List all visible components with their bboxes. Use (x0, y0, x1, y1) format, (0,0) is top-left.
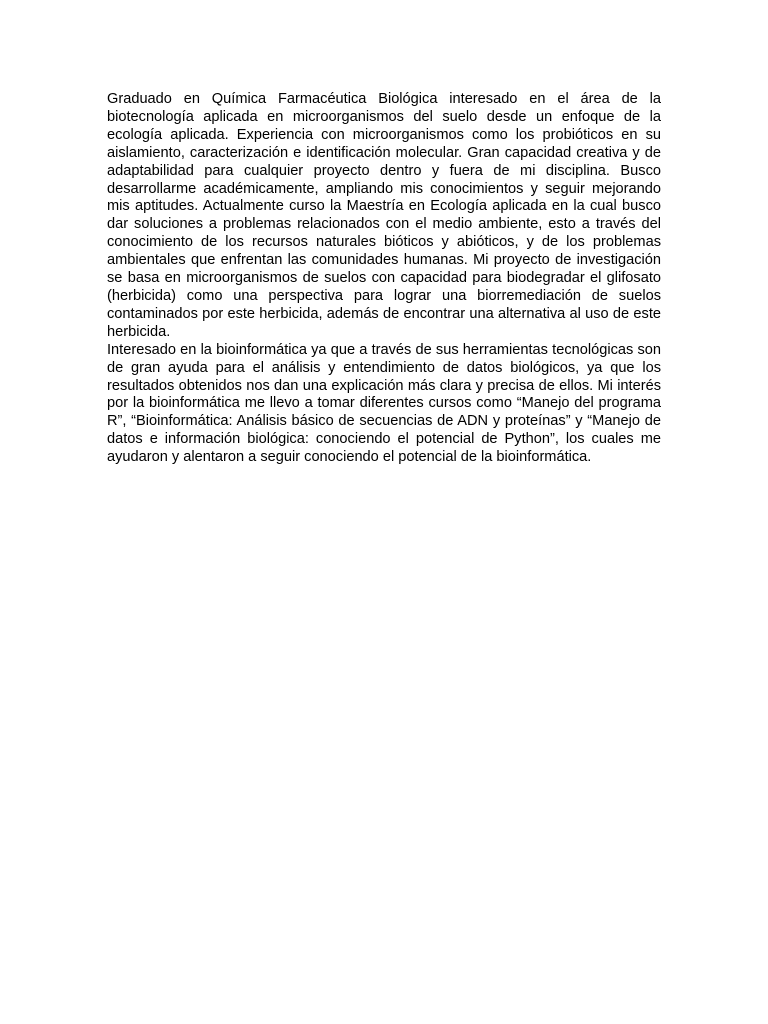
paragraph-bioinformatics: Interesado en la bioinformática ya que a través de sus herramientas tecnológicas son de gran ayuda para el análisis y entendimiento de datos biológicos, ya que los resultados obtenidos nos dan una explicación más clara y precisa de ellos. Mi interés por la bioinformática me llevo a tomar diferentes cursos como “Manejo del programa R”, “Bioinformática: Análisis básico de secuencias de ADN y proteínas” y “Manejo de datos e información biológica: conociendo el potencial de Python”, los cuales me ayudaron y alentaron a seguir conociendo el potencial de la bioinformática. (107, 341, 661, 466)
paragraph-profile: Graduado en Química Farmacéutica Biológica interesado en el área de la biotecnología aplicada en microorganismos del suelo desde un enfoque de la ecología aplicada. Experiencia con microorganismos como los probióticos en su aislamiento, caracterización e identificación molecular. Gran capacidad creativa y de adaptabilidad para cualquier proyecto dentro y fuera de mi disciplina. Busco desarrollarme académicamente, ampliando mis conocimientos y seguir mejorando mis aptitudes. Actualmente curso la Maestría en Ecología aplicada en la cual busco dar soluciones a problemas relacionados con el medio ambiente, esto a través del conocimiento de los recursos naturales bióticos y abióticos, y de los problemas ambientales que enfrentan las comunidades humanas. Mi proyecto de investigación se basa en microorganismos de suelos con capacidad para biodegradar el glifosato (herbicida) como una perspectiva para lograr una biorremediación de suelos contaminados por este herbicida, además de encontrar una alternativa al uso de este herbicida. (107, 91, 661, 340)
document-body (107, 91, 661, 467)
